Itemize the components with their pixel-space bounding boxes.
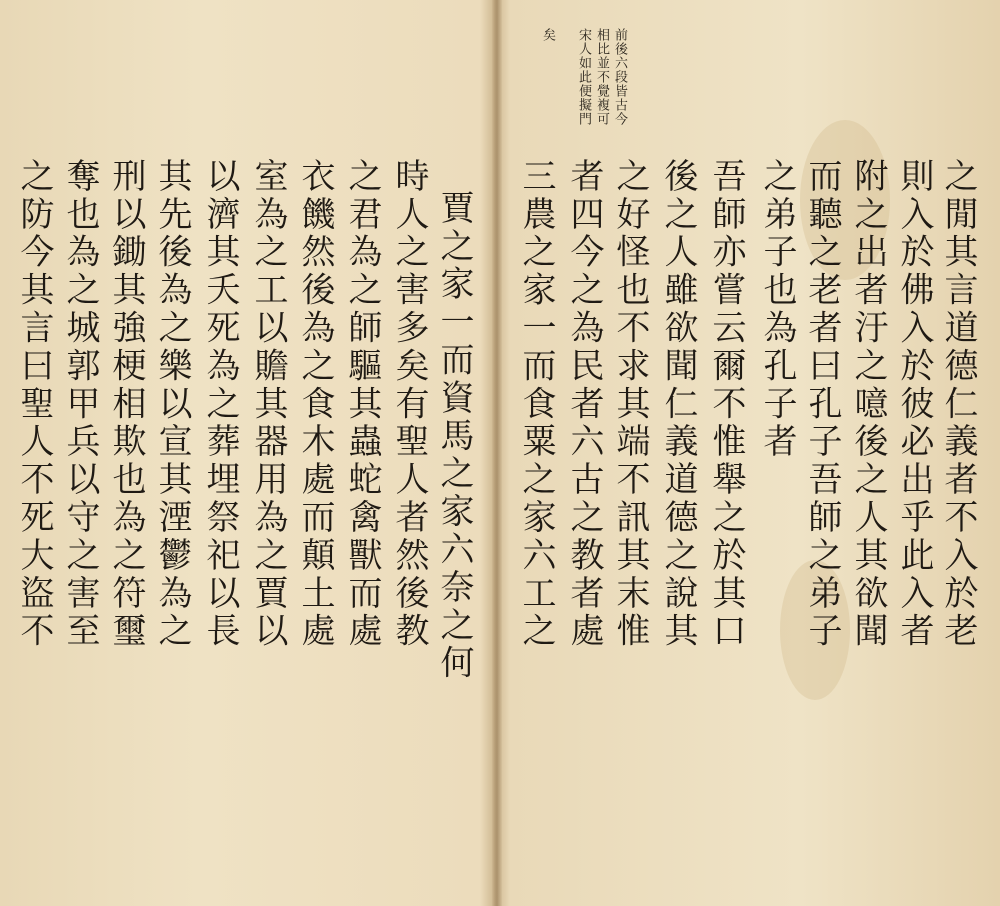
right-column-10: 三農之家一而食粟之家六工之 <box>516 158 556 651</box>
right-column-1: 之閒其言道德仁義者不入於老 <box>938 158 978 651</box>
left-column-10: 之防今其言曰聖人不死大盜不 <box>14 158 54 651</box>
right-column-6: 吾師亦嘗云爾不惟舉之於其口 <box>706 158 746 651</box>
note-line-4: 矣 <box>540 28 555 42</box>
note-line-2: 相比並不覺複可 <box>594 28 609 126</box>
left-page <box>0 0 494 906</box>
right-page <box>500 0 1000 906</box>
left-column-5: 室為之工以贍其器用為之賈以 <box>248 158 288 651</box>
left-column-1: 賈之家一而資馬之家六奈之何 <box>434 190 474 683</box>
left-column-3: 之君為之師驅其蟲蛇禽獸而處 <box>342 158 382 651</box>
left-column-8: 刑以鋤其強梗相欺也為之符璽 <box>106 158 146 651</box>
right-column-3: 附之出者汙之噫後之人其欲聞 <box>848 158 888 651</box>
note-line-1: 前後六段皆古今 <box>612 28 627 126</box>
right-column-4: 而聽之老者曰孔子吾師之弟子 <box>802 158 842 651</box>
right-column-8: 之好怪也不求其端不訊其末惟 <box>610 158 650 651</box>
right-column-5: 之弟子也為孔子者 <box>757 158 797 462</box>
right-column-2: 則入於佛入於彼必出乎此入者 <box>894 158 934 651</box>
left-column-2: 時人之害多矣有聖人者然後教 <box>389 158 429 651</box>
note-line-3: 宋人如此便擬門 <box>576 28 591 126</box>
left-column-6: 以濟其夭死為之葬埋祭祀以長 <box>200 158 240 651</box>
left-column-9: 奪也為之城郭甲兵以守之害至 <box>60 158 100 651</box>
left-column-4: 衣饑然後為之食木處而顛土處 <box>295 158 335 651</box>
left-column-7: 其先後為之樂以宣其湮鬱為之 <box>152 158 192 651</box>
right-column-9: 者四今之為民者六古之教者處 <box>564 158 604 651</box>
right-column-7: 後之人雖欲聞仁義道德之說其 <box>658 158 698 651</box>
